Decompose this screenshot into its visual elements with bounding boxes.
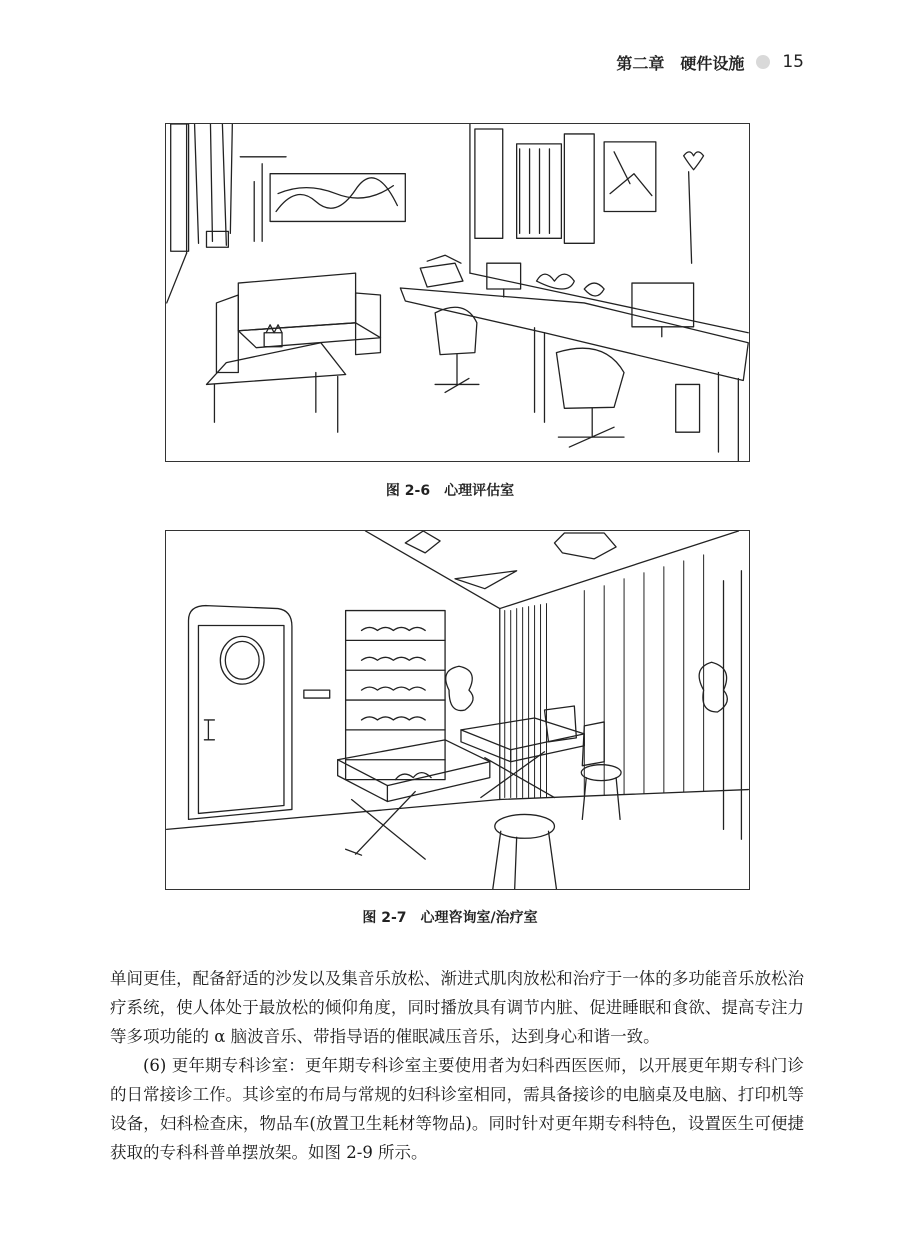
assessment-room-drawing — [166, 124, 749, 461]
figure-2-6-caption — [0, 480, 900, 500]
body-text — [110, 964, 804, 1167]
page-number: 15 — [782, 52, 804, 72]
figure-2-7-caption — [0, 907, 900, 927]
running-header — [616, 50, 804, 74]
counselling-room-drawing — [166, 531, 749, 889]
paragraph: (6) 更年期专科诊室：更年期专科诊室主要使用者为妇科西医医师，以开展更年期专科门诊的日常接诊工作。其诊室的布局与常规的妇科诊室相同，需具备接诊的电脑桌及电脑、打印机等设备，妇科检查床，物品车(放置卫生耗材等物品)。同时针对更年期专科特色，设置医生可便捷获取的专科科普单摆放架。如图 2-9 所示。 — [110, 1056, 804, 1162]
figure-title: 心理评估室 — [444, 483, 515, 499]
figure-number: 图 2-7 — [362, 910, 407, 926]
figure-title: 心理咨询室/治疗室 — [420, 910, 538, 926]
figure-2-6-illustration — [165, 123, 750, 462]
figure-2-7-illustration — [165, 530, 750, 890]
separator-dot-icon — [756, 55, 770, 69]
chapter-title: 第二章 硬件设施 — [616, 53, 745, 73]
figure-number: 图 2-6 — [385, 483, 431, 499]
paragraph: 单间更佳，配备舒适的沙发以及集音乐放松、渐进式肌肉放松和治疗于一体的多功能音乐放松治疗系统，使人体处于最放松的倾仰角度，同时播放具有调节内脏、促进睡眠和食欲、提高专注力等多项功能的 α 脑波音乐、带指导语的催眠减压音乐，达到身心和谐一致。 — [110, 969, 804, 1046]
